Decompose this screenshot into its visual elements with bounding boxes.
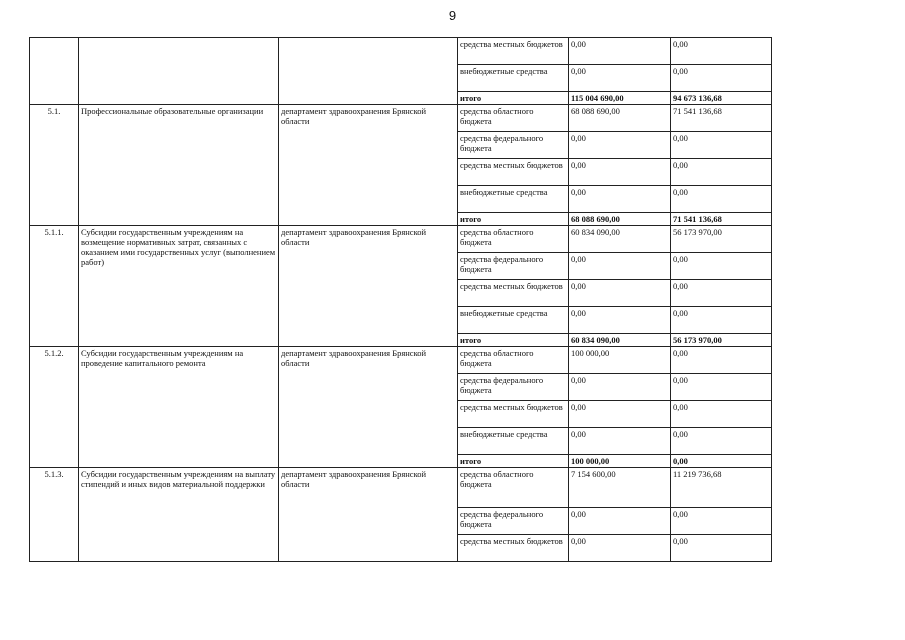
- funding-source-cell: средства местных бюджетов: [458, 535, 569, 562]
- value-2022-cell: 71 541 136,68: [671, 105, 772, 132]
- item-name-cell: Профессиональные образовательные организации: [79, 105, 279, 226]
- funding-source-cell: внебюджетные средства: [458, 307, 569, 334]
- executor-cell: департамент здравоохранения Брянской области: [279, 347, 458, 468]
- value-2022-cell: 0,00: [671, 374, 772, 401]
- value-2021-cell: 0,00: [569, 186, 671, 213]
- funding-source-cell: внебюджетные средства: [458, 428, 569, 455]
- value-2021-cell: 0,00: [569, 65, 671, 92]
- item-name-cell: Субсидии государственным учреждениям на выплату стипендий и иных видов материальной поддержки: [79, 468, 279, 562]
- funding-source-cell: средства местных бюджетов: [458, 38, 569, 65]
- item-number-cell: 5.1.2.: [30, 347, 79, 468]
- executor-cell: департамент здравоохранения Брянской области: [279, 226, 458, 347]
- funding-source-cell: средства федерального бюджета: [458, 132, 569, 159]
- funding-source-cell: средства местных бюджетов: [458, 401, 569, 428]
- value-2021-cell: 7 154 600,00: [569, 468, 671, 508]
- funding-source-cell: внебюджетные средства: [458, 65, 569, 92]
- value-2021-cell: 0,00: [569, 401, 671, 428]
- value-2022-cell: 71 541 136,68: [671, 213, 772, 226]
- funding-source-cell: итого: [458, 213, 569, 226]
- funding-source-cell: средства местных бюджетов: [458, 280, 569, 307]
- value-2021-cell: 0,00: [569, 280, 671, 307]
- value-2022-cell: 0,00: [671, 159, 772, 186]
- budget-table-body: [30, 38, 772, 562]
- value-2022-cell: 0,00: [671, 508, 772, 535]
- value-2021-cell: 60 834 090,00: [569, 226, 671, 253]
- value-2021-cell: 0,00: [569, 535, 671, 562]
- value-2022-cell: 0,00: [671, 347, 772, 374]
- value-2021-cell: 60 834 090,00: [569, 334, 671, 347]
- funding-source-cell: итого: [458, 92, 569, 105]
- value-2022-cell: 94 673 136,68: [671, 92, 772, 105]
- value-2021-cell: 100 000,00: [569, 347, 671, 374]
- value-2021-cell: 0,00: [569, 253, 671, 280]
- value-2022-cell: 0,00: [671, 65, 772, 92]
- funding-source-cell: средства областного бюджета: [458, 347, 569, 374]
- funding-source-cell: средства федерального бюджета: [458, 508, 569, 535]
- value-2021-cell: 0,00: [569, 428, 671, 455]
- item-number-cell: 5.1.1.: [30, 226, 79, 347]
- table-row: [30, 38, 772, 65]
- funding-source-cell: средства областного бюджета: [458, 105, 569, 132]
- value-2022-cell: 0,00: [671, 307, 772, 334]
- item-number-cell: 5.1.3.: [30, 468, 79, 562]
- funding-source-cell: средства областного бюджета: [458, 226, 569, 253]
- value-2022-cell: 0,00: [671, 253, 772, 280]
- funding-source-cell: итого: [458, 334, 569, 347]
- table-row: [30, 347, 772, 374]
- value-2022-cell: 0,00: [671, 401, 772, 428]
- executor-cell: департамент здравоохранения Брянской области: [279, 468, 458, 562]
- page-number: 9: [448, 8, 457, 23]
- item-name-cell: Субсидии государственным учреждениям на проведение капитального ремонта: [79, 347, 279, 468]
- item-name-cell: [79, 38, 279, 105]
- funding-source-cell: средства местных бюджетов: [458, 159, 569, 186]
- funding-source-cell: средства областного бюджета: [458, 468, 569, 508]
- value-2021-cell: 68 088 690,00: [569, 105, 671, 132]
- item-number-cell: 5.1.: [30, 105, 79, 226]
- value-2022-cell: 0,00: [671, 186, 772, 213]
- item-number-cell: [30, 38, 79, 105]
- funding-source-cell: средства федерального бюджета: [458, 253, 569, 280]
- funding-source-cell: внебюджетные средства: [458, 186, 569, 213]
- budget-table: [29, 37, 772, 562]
- value-2021-cell: 115 004 690,00: [569, 92, 671, 105]
- value-2021-cell: 0,00: [569, 374, 671, 401]
- value-2021-cell: 0,00: [569, 38, 671, 65]
- value-2021-cell: 0,00: [569, 132, 671, 159]
- table-row: [30, 226, 772, 253]
- value-2022-cell: 0,00: [671, 535, 772, 562]
- value-2022-cell: 0,00: [671, 455, 772, 468]
- value-2021-cell: 0,00: [569, 159, 671, 186]
- value-2021-cell: 100 000,00: [569, 455, 671, 468]
- value-2022-cell: 11 219 736,68: [671, 468, 772, 508]
- funding-source-cell: итого: [458, 455, 569, 468]
- value-2022-cell: 0,00: [671, 132, 772, 159]
- item-name-cell: Субсидии государственным учреждениям на возмещение нормативных затрат, связанных с оказанием ими государственных услуг (выполнением работ): [79, 226, 279, 347]
- value-2021-cell: 0,00: [569, 508, 671, 535]
- value-2022-cell: 56 173 970,00: [671, 334, 772, 347]
- executor-cell: [279, 38, 458, 105]
- table-row: [30, 468, 772, 508]
- value-2022-cell: 0,00: [671, 38, 772, 65]
- funding-source-cell: средства федерального бюджета: [458, 374, 569, 401]
- value-2022-cell: 0,00: [671, 428, 772, 455]
- value-2021-cell: 68 088 690,00: [569, 213, 671, 226]
- executor-cell: департамент здравоохранения Брянской области: [279, 105, 458, 226]
- value-2021-cell: 0,00: [569, 307, 671, 334]
- table-row: [30, 105, 772, 132]
- value-2022-cell: 56 173 970,00: [671, 226, 772, 253]
- value-2022-cell: 0,00: [671, 280, 772, 307]
